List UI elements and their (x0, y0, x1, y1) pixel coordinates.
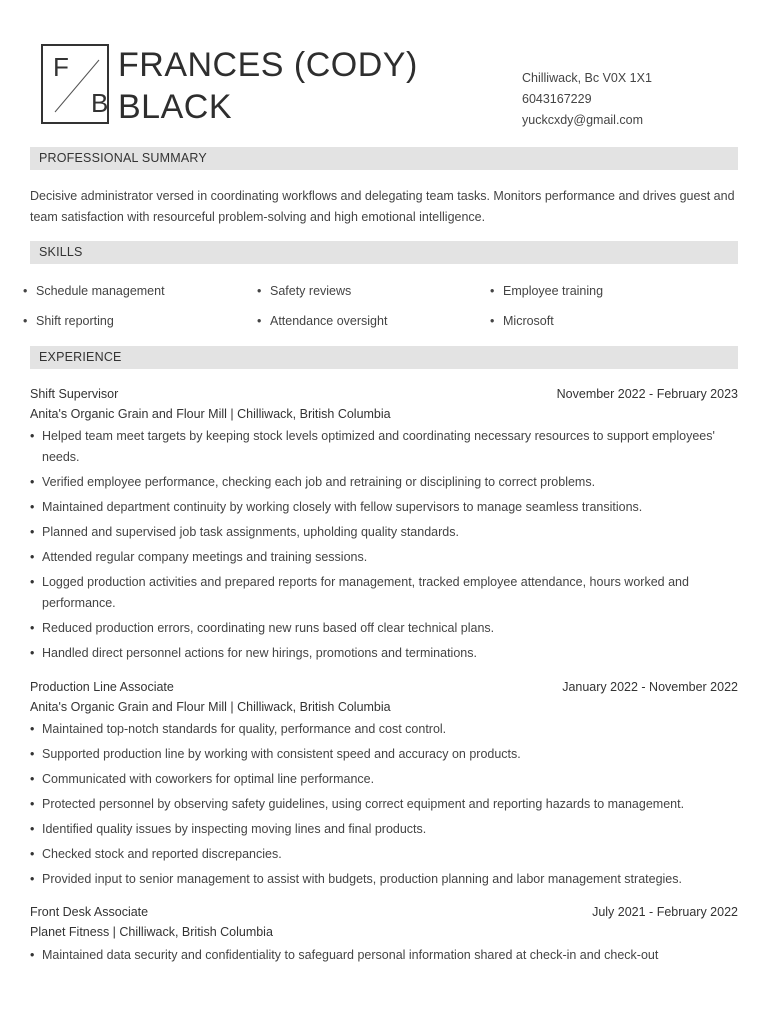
monogram-logo (41, 44, 109, 124)
section-heading-experience: EXPERIENCE (30, 346, 738, 369)
list-item: • Verified employee performance, checking each job and retraining or disciplining to correct problems. (30, 472, 738, 493)
list-item: • Identified quality issues by inspecting moving lines and final products. (30, 819, 738, 840)
candidate-name (118, 44, 418, 128)
job-title: Production Line Associate (30, 680, 174, 694)
list-item: • Helped team meet targets by keeping stock levels optimized and coordinating necessary resources to support employees' needs. (30, 426, 738, 468)
list-item: • Maintained data security and confidentiality to safeguard personal information shared at check-in and check-out (30, 945, 738, 966)
job-company: Anita's Organic Grain and Flour Mill | Chilliwack, British Columbia (30, 700, 391, 714)
bullet-icon: • (490, 314, 495, 328)
list-item: • Communicated with coworkers for optimal line performance. (30, 769, 738, 790)
skill-item: • Employee training (490, 284, 604, 298)
list-item: • Protected personnel by observing safety guidelines, using correct equipment and reporting hazards to management. (30, 794, 738, 815)
bullet-icon: • (257, 284, 262, 298)
list-item: • Reduced production errors, coordinating new runs based off clear technical plans. (30, 618, 738, 639)
monogram-last-initial: B (91, 88, 109, 118)
list-item: • Checked stock and reported discrepancies. (30, 844, 738, 865)
section-heading-summary: PROFESSIONAL SUMMARY (30, 147, 738, 170)
contact-email: yuckcxdy@gmail.com (522, 113, 644, 127)
contact-phone: 6043167229 (522, 92, 592, 106)
job-company: Anita's Organic Grain and Flour Mill | Chilliwack, British Columbia (30, 407, 391, 421)
skill-item: • Safety reviews (257, 284, 352, 298)
bullet-icon: • (490, 284, 495, 298)
list-item: • Maintained top-notch standards for quality, performance and cost control. (30, 719, 738, 740)
contact-block (522, 68, 652, 131)
list-item: • Provided input to senior management to assist with budgets, production planning and labor management strategies. (30, 869, 738, 890)
bullet-icon: • (23, 284, 28, 298)
skill-item: • Schedule management (23, 284, 165, 298)
list-item: • Supported production line by working with consistent speed and accuracy on products. (30, 744, 738, 765)
job-company: Planet Fitness | Chilliwack, British Columbia (30, 925, 273, 939)
name-line-2: BLACK (118, 88, 232, 126)
section-heading-skills: SKILLS (30, 241, 738, 264)
summary-text: Decisive administrator versed in coordinating workflows and delegating team tasks. Monitors performance and drives guest and team satisfaction with resourceful problem-solving and high emotional intelligence. (30, 189, 735, 224)
skill-item: • Microsoft (490, 314, 554, 328)
contact-location: Chilliwack, Bc V0X 1X1 (522, 71, 652, 85)
job-bullets (30, 426, 738, 668)
list-item: • Logged production activities and prepared reports for management, tracked employee attendance, hours worked and performance. (30, 572, 738, 614)
bullet-icon: • (257, 314, 262, 328)
skill-item: • Attendance oversight (257, 314, 388, 328)
skill-item: • Shift reporting (23, 314, 114, 328)
list-item: • Attended regular company meetings and training sessions. (30, 547, 738, 568)
job-dates: July 2021 - February 2022 (592, 905, 738, 919)
job-dates: January 2022 - November 2022 (562, 680, 738, 694)
job-bullets (30, 719, 738, 894)
job-title: Front Desk Associate (30, 905, 149, 919)
list-item: • Planned and supervised job task assignments, upholding quality standards. (30, 522, 738, 543)
list-item: • Handled direct personnel actions for new hirings, promotions and terminations. (30, 643, 738, 664)
job-bullets (30, 945, 738, 970)
job-dates: November 2022 - February 2023 (556, 387, 738, 401)
job-title: Shift Supervisor (30, 387, 119, 401)
bullet-icon: • (23, 314, 28, 328)
monogram-first-initial: F (53, 52, 69, 82)
list-item: • Maintained department continuity by working closely with fellow supervisors to manage seamless transitions. (30, 497, 738, 518)
name-line-1: FRANCES (CODY) (118, 46, 418, 84)
